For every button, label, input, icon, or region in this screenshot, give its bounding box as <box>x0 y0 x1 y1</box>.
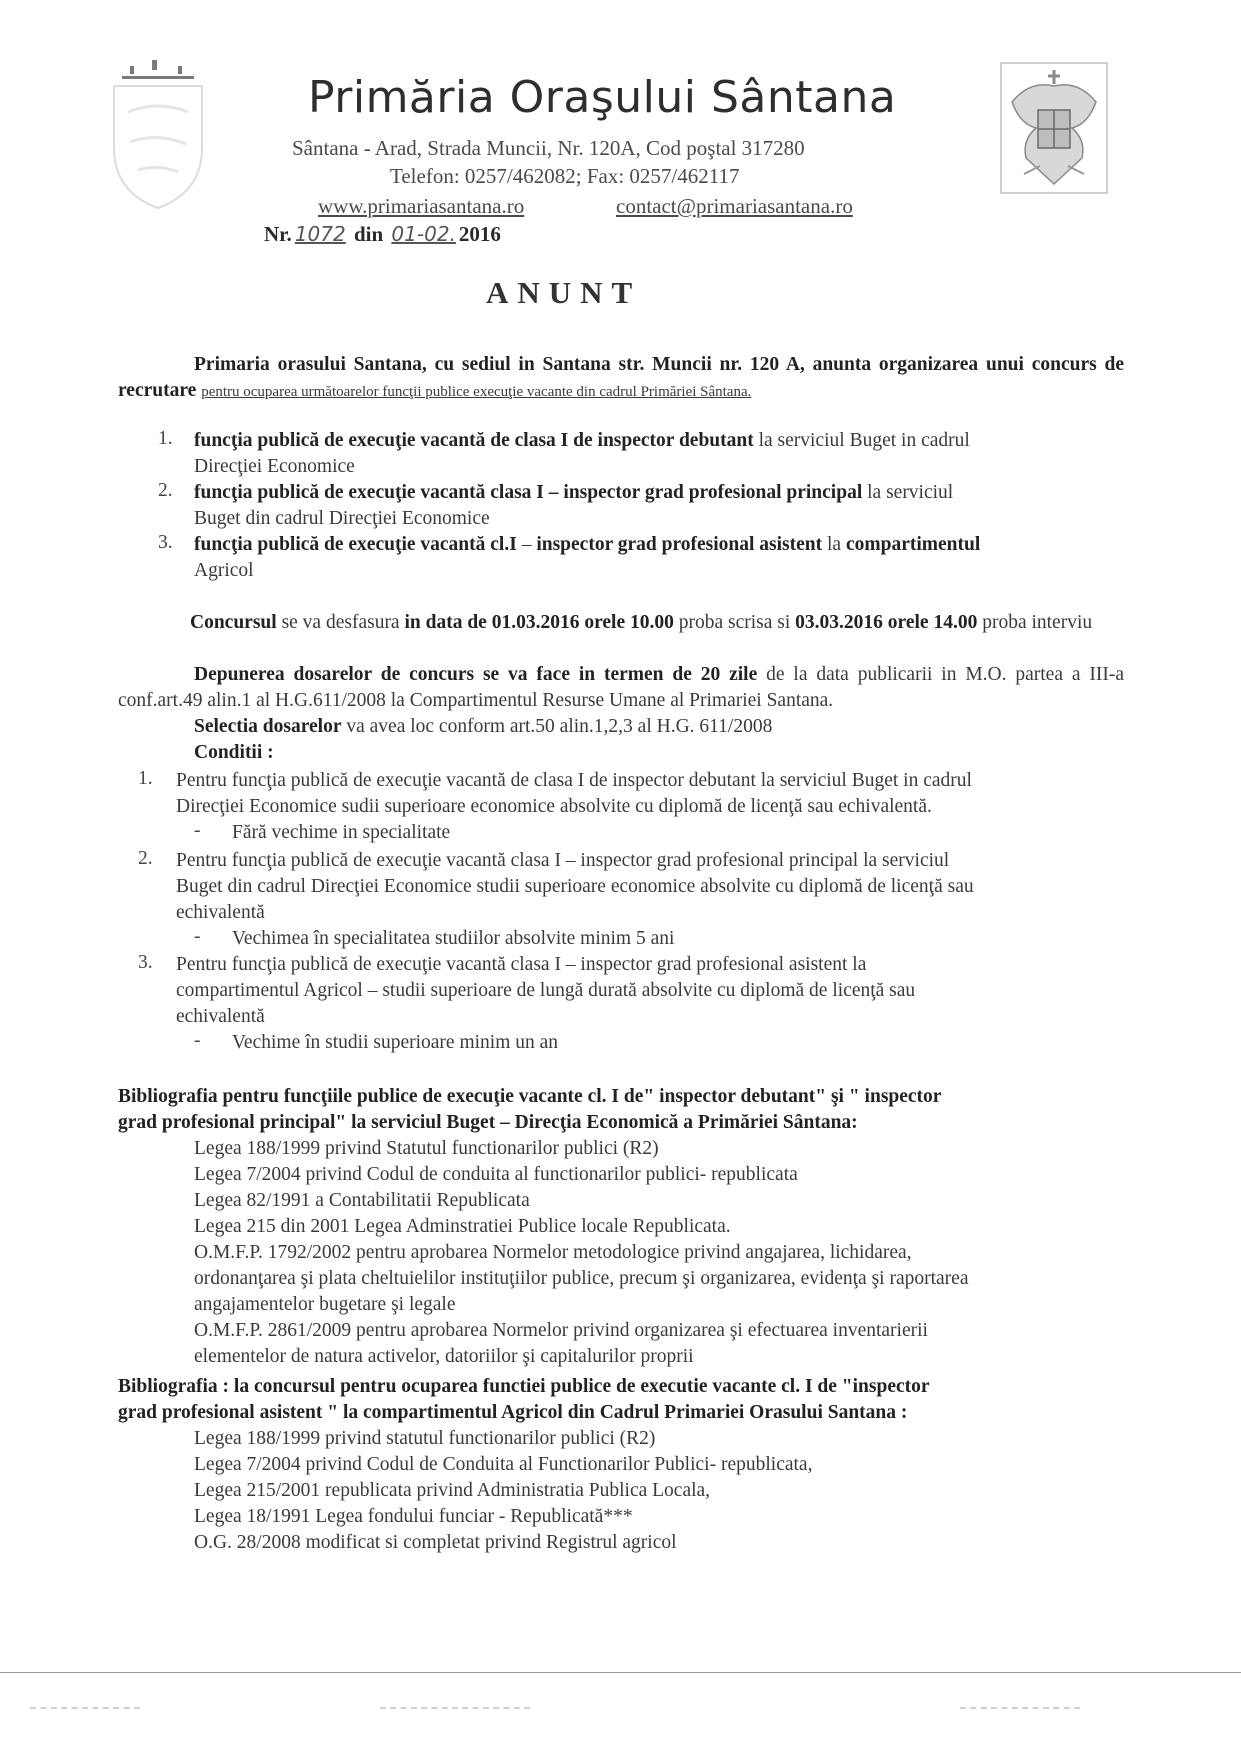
intro-paragraph <box>118 352 1124 405</box>
concurs-label: Concursul <box>190 612 277 633</box>
position-connector: la <box>827 534 842 555</box>
bibliography-item: O.M.F.P. 1792/2002 pentru aprobarea Normelor metodologice privind angajarea, lichidarea, <box>194 1242 912 1263</box>
condition-sub: Vechimea în specialitatea studiilor absolvite minim 5 ani <box>232 928 675 949</box>
bibliography-item: angajamentelor bugetare şi legale <box>194 1294 456 1315</box>
romania-coat-of-arms-icon <box>1000 62 1108 194</box>
selectie-paragraph <box>194 714 1124 740</box>
condition-line: echivalentă <box>176 1006 265 1027</box>
depunere-paragraph <box>118 662 1124 714</box>
bibliography-item: ordonanţarea şi plata cheltuielilor instituţiilor publice, precum şi organizarea, evidenţa şi raportarea <box>194 1268 969 1289</box>
position-number: 2. <box>158 480 173 501</box>
intro-bold: Primaria orasului Santana, cu sediul in Santana str. Muncii nr. 120 A, anunta organizarea unui concurs de recrutare <box>118 354 1124 401</box>
institution-phone: Telefon: 0257/462082; Fax: 0257/462117 <box>390 164 740 188</box>
selectie-label: Selectia dosarelor <box>194 716 342 737</box>
bibliography-2-heading: Bibliografia : la concursul pentru ocuparea functiei publice de executie vacante cl. I de "inspector grad profesional asistent " la compartimentul Agricol din Cadrul Primariei Orasului Santana : <box>118 1376 930 1423</box>
position-location: la serviciul Buget in cadrul <box>758 430 970 451</box>
position-item <box>194 480 1124 532</box>
town-coat-of-arms-icon <box>108 52 208 212</box>
institution-name: Primăria Oraşului Sântana <box>308 72 897 123</box>
bibliography-item: Legea 188/1999 privind statutul functionarilor publici (R2) <box>194 1428 656 1449</box>
condition-item <box>176 848 1124 926</box>
condition-line: Direcţiei Economice sudii superioare economice absolvite cu diplomă de licenţă sau echivalentă. <box>176 796 932 817</box>
reg-date: 01-02. <box>391 222 456 246</box>
bibliography-item: Legea 7/2004 privind Codul de Conduita al Functionarilor Publici- republicata, <box>194 1454 813 1475</box>
reg-year: 2016 <box>458 222 501 246</box>
position-item <box>194 532 1124 584</box>
bibliography-item: O.M.F.P. 2861/2009 pentru aprobarea Normelor privind organizarea şi efectuarea inventarierii <box>194 1320 928 1341</box>
reg-number: 1072 <box>294 222 346 246</box>
position-department: Buget din cadrul Direcţiei Economice <box>194 508 490 529</box>
position-dash: – <box>521 534 532 555</box>
position-title: funcţia publică de execuţie vacantă clasa I – inspector grad profesional principal <box>194 482 863 503</box>
condition-sub: Fără vechime in specialitate <box>232 822 451 843</box>
condition-line: Pentru funcţia publică de execuţie vacantă clasa I – inspector grad profesional principal la serviciul <box>176 850 950 871</box>
intro-underlined: pentru ocuparea următoarelor funcţii publice execuţie vacante din cadrul Primăriei Sântana. <box>201 384 752 400</box>
reg-mid: din <box>353 222 384 246</box>
footer-mark <box>960 1707 1080 1709</box>
position-title: funcţia publică de execuţie vacantă de clasa I de inspector debutant <box>194 430 754 451</box>
position-location: la serviciul <box>867 482 954 503</box>
selectie-text: va avea loc conform art.50 alin.1,2,3 al H.G. 611/2008 <box>346 716 773 737</box>
bibliography-item: Legea 82/1991 a Contabilitatii Republicata <box>194 1190 530 1211</box>
registration-number <box>264 222 501 247</box>
bibliography-item: Legea 215 din 2001 Legea Adminstratiei Publice locale Republicata. <box>194 1216 731 1237</box>
bibliography-item: Legea 7/2004 privind Codul de conduita al functionarilor publici- republicata <box>194 1164 798 1185</box>
position-item <box>194 428 1124 480</box>
conditii-label: Conditii : <box>194 742 274 763</box>
footer-mark <box>380 1707 530 1709</box>
condition-sub-bullet: - <box>194 820 201 841</box>
concurs-interview-date: 03.03.2016 orele 14.00 <box>795 612 978 633</box>
condition-number: 1. <box>138 768 153 789</box>
position-department: Direcţiei Economice <box>194 456 355 477</box>
condition-number: 3. <box>138 952 153 973</box>
position-grade: inspector grad profesional asistent <box>536 534 823 555</box>
depunere-label: Depunerea dosarelor de concurs se va face in termen de 20 zile <box>194 664 758 685</box>
concurs-written-date: in data de 01.03.2016 orele 10.00 <box>404 612 674 633</box>
bibliography-item: Legea 215/2001 republicata privind Administratia Publica Locala, <box>194 1480 711 1501</box>
condition-number: 2. <box>138 848 153 869</box>
concurs-text-1: se va desfasura <box>281 612 400 633</box>
bibliography-item: elementelor de natura activelor, datoriilor şi capitalurilor proprii <box>194 1346 694 1367</box>
condition-item <box>176 952 1124 1030</box>
position-number: 3. <box>158 532 173 553</box>
website-link[interactable]: www.primariasantana.ro <box>318 194 525 218</box>
position-title: funcţia publică de execuţie vacantă cl.I <box>194 534 517 555</box>
position-compartment: compartimentul <box>845 534 981 555</box>
document-title: ANUNT <box>486 275 642 310</box>
bibliography-item: O.G. 28/2008 modificat si completat privind Registrul agricol <box>194 1532 677 1553</box>
condition-sub-bullet: - <box>194 926 201 947</box>
condition-line: compartimentul Agricol – studii superioare de lungă durată absolvite cu diplomă de licenţă sau <box>176 980 916 1001</box>
footer-mark <box>30 1707 140 1709</box>
bibliography-item: Legea 188/1999 privind Statutul functionarilor publici (R2) <box>194 1138 659 1159</box>
condition-sub: Vechime în studii superioare minim un an <box>232 1032 559 1053</box>
reg-prefix: Nr. <box>264 222 292 246</box>
concurs-paragraph <box>118 610 1124 636</box>
condition-item <box>176 768 1124 820</box>
condition-sub-bullet: - <box>194 1030 201 1051</box>
depunere-text-1: de la data publicarii in M.O. <box>766 664 1007 685</box>
bibliography-item: Legea 18/1991 Legea fondului funciar - Republicată*** <box>194 1506 633 1527</box>
depunere-text-2: partea a III-a conf.art.49 alin.1 al H.G.611/2008 la Compartimentul Resurse Umane al Primariei Santana. <box>118 664 1125 711</box>
email-link[interactable]: contact@primariasantana.ro <box>616 194 853 218</box>
condition-line: Pentru funcţia publică de execuţie vacantă de clasa I de inspector debutant la serviciul Buget in cadrul <box>176 770 972 791</box>
institution-address: Sântana - Arad, Strada Muncii, Nr. 120A, Cod poştal 317280 <box>292 136 805 160</box>
position-number: 1. <box>158 428 173 449</box>
bibliography-1-heading: Bibliografia pentru funcţiile publice de execuţie vacante cl. I de" inspector debutant" şi " inspector grad profesional principal" la serviciul Buget – Direcţia Economică a Primăriei Sântana: <box>118 1086 942 1133</box>
position-department: Agricol <box>194 560 254 581</box>
concurs-text-2: proba scrisa si <box>678 612 791 633</box>
condition-line: Buget din cadrul Direcţiei Economice studii superioare economice absolvite cu diplomă de licenţă sau <box>176 876 974 897</box>
condition-line: Pentru funcţia publică de execuţie vacantă clasa I – inspector grad profesional asistent la <box>176 954 867 975</box>
footer-divider <box>0 1672 1241 1673</box>
condition-line: echivalentă <box>176 902 265 923</box>
concurs-text-3: proba interviu <box>982 612 1093 633</box>
